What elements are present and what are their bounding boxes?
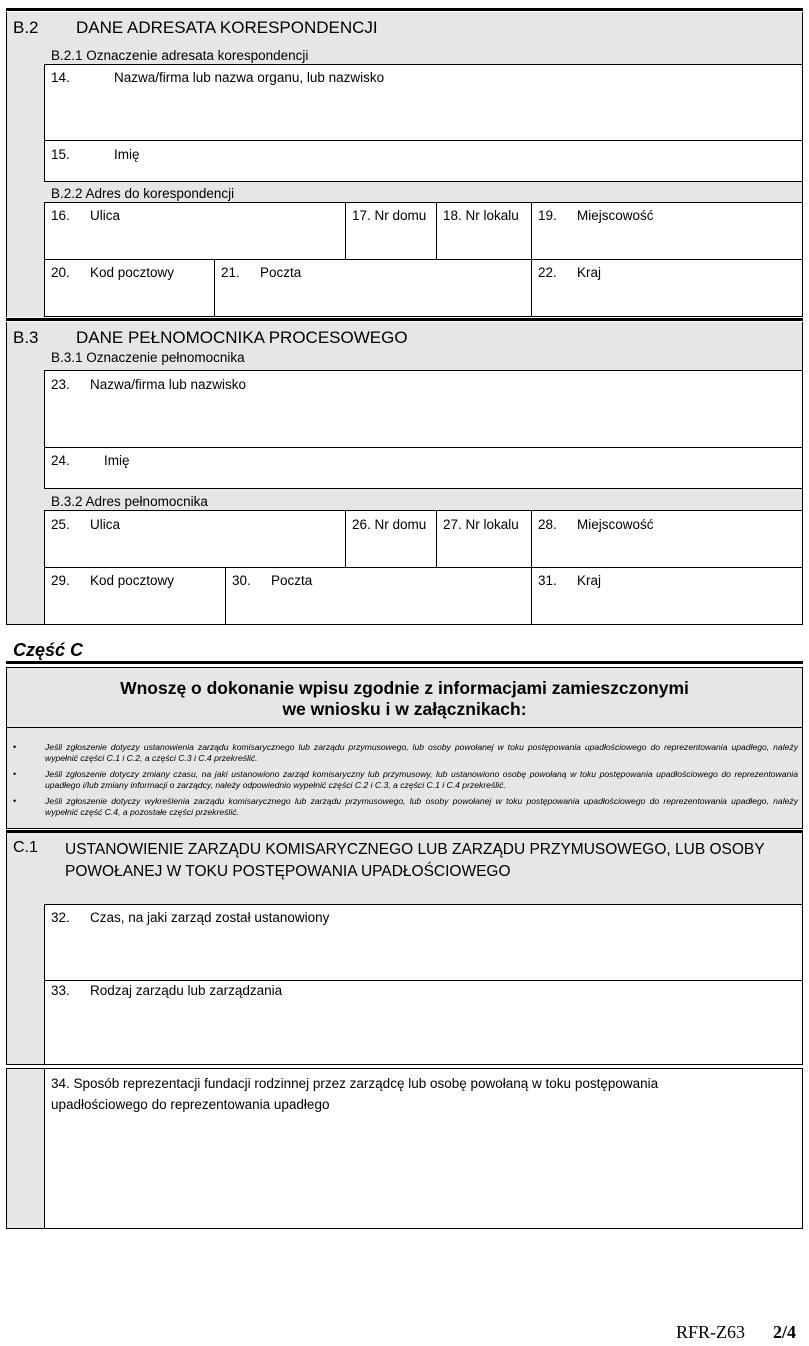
field-18-apartment-number[interactable]: [436, 202, 532, 260]
field-20-number: 20.: [51, 265, 70, 280]
section-b2-title: DANE ADRESATA KORESPONDENCJI: [76, 18, 378, 37]
page-number: 2/4: [773, 1322, 797, 1342]
part-c-title-line2: we wniosku i w załącznikach:: [282, 699, 527, 719]
part-c-title-box: [6, 667, 803, 728]
part-c-heading: Część C: [13, 640, 84, 660]
field-34-label: 34. Sposób reprezentacji fundacji rodzinnej przez zarządcę lub osobę powołaną w toku postępowania upadłościowego do reprezentowania upadłego: [51, 1076, 659, 1112]
section-b3-title: DANE PEŁNOMOCNIKA PROCESOWEGO: [76, 328, 408, 347]
field-26-label: 26. Nr domu: [352, 517, 427, 532]
field-33-label: Rodzaj zarządu lub zarządzania: [90, 983, 283, 998]
field-34-representation-method[interactable]: [44, 1068, 803, 1229]
instructions-box: [6, 727, 803, 829]
field-24-first-name[interactable]: [44, 447, 803, 489]
instruction-2: Jeśli zgłoszenie dotyczy zmiany czasu, na jaki ustanowiono zarząd komisaryczny lub przymusowy, lub ustanowiono osobę powołaną w toku postępowania upadłościowego do reprezentowania upadłego i/lub zmiany informacji o zarządcy, należy odpowiednio wypełnić części C.2 i C.3, a części C.1 i C.4 przekreślić.: [45, 769, 798, 790]
field-24-number: 24.: [51, 453, 70, 468]
field-29-label: Kod pocztowy: [90, 573, 175, 588]
field-28-label: Miejscowość: [577, 517, 654, 532]
field-25-number: 25.: [51, 517, 70, 532]
part-c-rule: [6, 661, 803, 664]
field-32-number: 32.: [51, 910, 70, 925]
field-15-label: Imię: [114, 147, 140, 162]
field-18-label: 18. Nr lokalu: [443, 208, 519, 223]
subsection-b22-title: B.2.2 Adres do korespondencji: [51, 186, 235, 201]
field-15-first-name[interactable]: [44, 140, 803, 182]
field-32-duration[interactable]: [44, 904, 803, 981]
field-21-number: 21.: [221, 265, 240, 280]
field-16-street[interactable]: [44, 202, 346, 260]
instruction-1: Jeśli zgłoszenie dotyczy ustanowienia zarządu komisarycznego lub zarządu przymusowego, lub osoby powołanej w toku postępowania upadłościowego do reprezentowania upadłego, należy wypełnić części C.1 i C.2, a części C.3 i C.4 przekreślić.: [45, 742, 798, 763]
field-30-label: Poczta: [271, 573, 313, 588]
field-22-label: Kraj: [577, 265, 602, 280]
form-code: RFR-Z63: [676, 1322, 746, 1342]
field-31-number: 31.: [538, 573, 557, 588]
field-19-label: Miejscowość: [577, 208, 654, 223]
field-15-number: 15.: [51, 147, 70, 162]
field-25-label: Ulica: [90, 517, 121, 532]
subsection-b32-title: B.3.2 Adres pełnomocnika: [51, 494, 208, 509]
field-27-label: 27. Nr lokalu: [443, 517, 519, 532]
field-31-label: Kraj: [577, 573, 602, 588]
field-19-city[interactable]: [531, 202, 803, 260]
field-23-number: 23.: [51, 377, 70, 392]
field-14-name[interactable]: [44, 64, 803, 141]
field-29-number: 29.: [51, 573, 70, 588]
field-23-name[interactable]: [44, 370, 803, 448]
section-b2-code: B.2: [13, 18, 39, 37]
field-28-city[interactable]: [531, 510, 803, 568]
field-22-country[interactable]: [531, 259, 803, 317]
field-31-country[interactable]: [531, 567, 803, 625]
section-b3-code: B.3: [13, 328, 39, 347]
bullet-2-icon: •: [13, 769, 17, 779]
field-17-label: 17. Nr domu: [352, 208, 427, 223]
field-22-number: 22.: [538, 265, 557, 280]
field-33-management-type[interactable]: [44, 980, 803, 1065]
field-21-post-office[interactable]: [214, 259, 532, 317]
field-25-street[interactable]: [44, 510, 346, 568]
field-30-post-office[interactable]: [225, 567, 532, 625]
field-24-label: Imię: [104, 453, 130, 468]
bullet-1-icon: •: [13, 742, 17, 752]
field-23-label: Nazwa/firma lub nazwisko: [90, 377, 247, 392]
field-14-number: 14.: [51, 70, 70, 85]
part-c-title-line1: Wnoszę o dokonanie wpisu zgodnie z informacjami zamieszczonymi: [120, 678, 689, 698]
section-c1-title: USTANOWIENIE ZARZĄDU KOMISARYCZNEGO LUB ZARZĄDU PRZYMUSOWEGO, LUB OSOBY POWOŁANEJ W TOKU POSTĘPOWANIA UPADŁOŚCIOWEGO: [65, 841, 765, 880]
field-27-apartment-number[interactable]: [436, 510, 532, 568]
field-20-label: Kod pocztowy: [90, 265, 175, 280]
field-16-label: Ulica: [90, 208, 121, 223]
subsection-b31-title: B.3.1 Oznaczenie pełnomocnika: [51, 350, 245, 365]
field-21-label: Poczta: [260, 265, 302, 280]
field-33-number: 33.: [51, 983, 70, 998]
top-rule: [6, 8, 803, 11]
field-32-label: Czas, na jaki zarząd został ustanowiony: [90, 910, 330, 925]
subsection-b21-title: B.2.1 Oznaczenie adresata korespondencji: [51, 48, 309, 63]
section-b3-rule: [6, 318, 803, 321]
field-19-number: 19.: [538, 208, 557, 223]
field-26-house-number[interactable]: [345, 510, 437, 568]
bullet-3-icon: •: [13, 796, 17, 806]
section-c1-code: C.1: [13, 839, 38, 856]
field-28-number: 28.: [538, 517, 557, 532]
field-16-number: 16.: [51, 208, 70, 223]
field-30-number: 30.: [232, 573, 251, 588]
field-17-house-number[interactable]: [345, 202, 437, 260]
field-29-postal-code[interactable]: [44, 567, 226, 625]
field-14-label: Nazwa/firma lub nazwa organu, lub nazwisko: [114, 70, 385, 85]
instruction-3: Jeśli zgłoszenie dotyczy wykreślenia zarządu komisarycznego lub zarządu przymusowego, lub osoby powołanej w toku postępowania upadłościowego do reprezentowania upadłego, należy wypełnić część C.4, a pozostałe części przekreślić.: [45, 796, 798, 817]
field-20-postal-code[interactable]: [44, 259, 215, 317]
